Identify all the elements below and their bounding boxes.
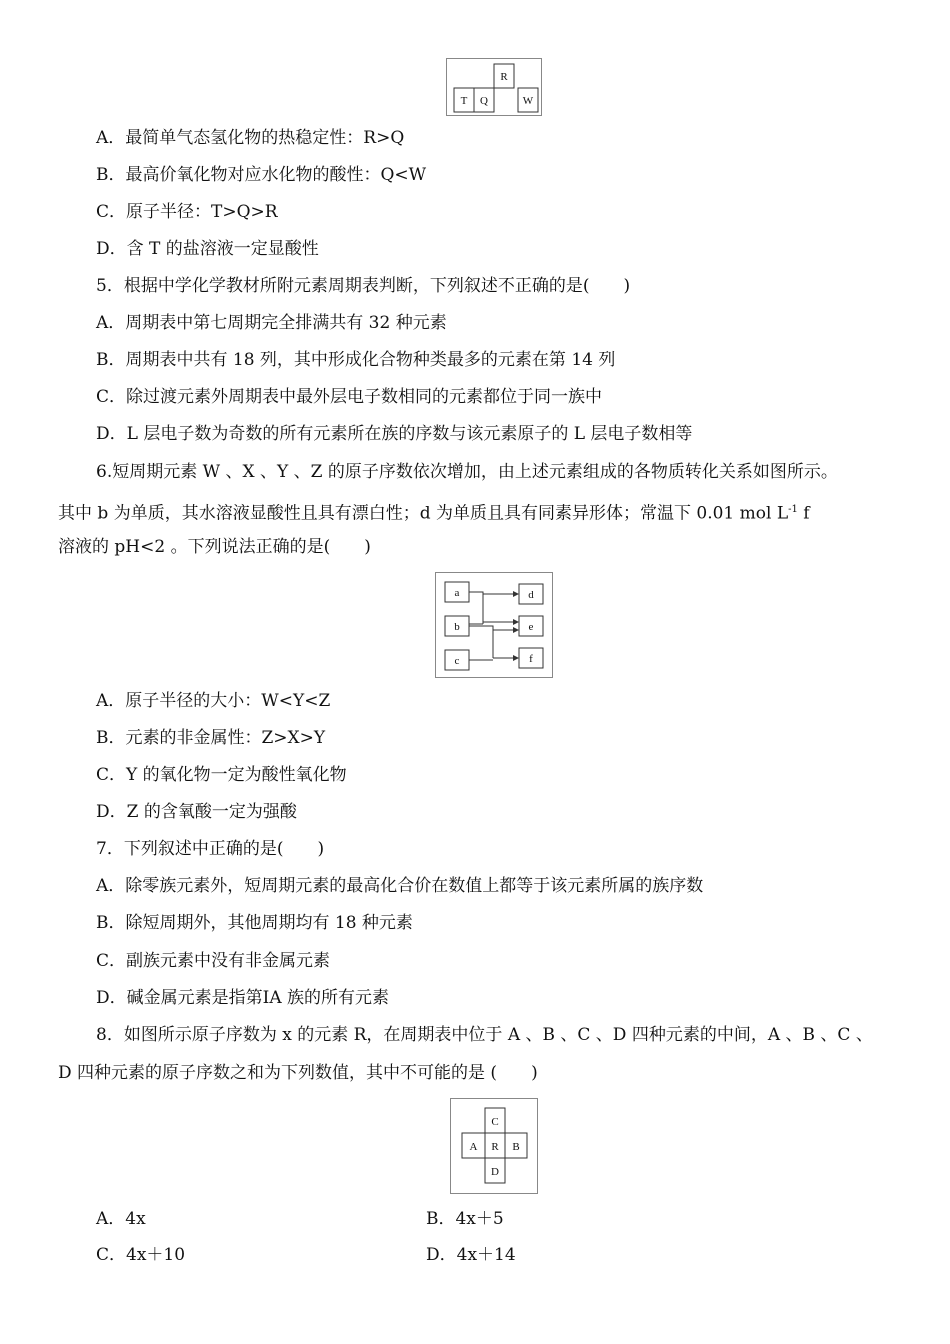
q5-option-a: A．周期表中第七周期完全排满共有 32 种元素: [96, 313, 447, 333]
q8-option-b: B．4x＋5: [426, 1209, 504, 1229]
q6-box-f: f: [529, 653, 533, 665]
q6-stem-line2-tail: f: [797, 503, 810, 524]
q7-option-d: D．碱金属元素是指第ⅠA 族的所有元素: [96, 988, 390, 1008]
q6-stem-line3: 溶液的 pH<2 。下列说法正确的是( ): [58, 537, 371, 557]
q6-box-b: b: [454, 621, 460, 633]
q8-cross-grid-figure: [450, 1098, 538, 1194]
q4-cell-q: Q: [480, 95, 488, 107]
q8-option-d: D．4x＋14: [426, 1245, 516, 1265]
q6-box-d: d: [528, 589, 534, 601]
q6-box-a: a: [454, 587, 460, 599]
q7-option-a: A．除零族元素外，短周期元素的最高化合价在数值上都等于该元素所属的族序数: [96, 876, 704, 896]
q4-option-a: A．最简单气态氢化物的热稳定性：R>Q: [96, 128, 405, 148]
q4-cell-r: R: [500, 71, 508, 83]
q4-cell-t: T: [460, 95, 468, 107]
q8-cell-c: C: [491, 1116, 499, 1128]
q6-stem-line2-text: 其中 b 为单质，其水溶液显酸性且具有漂白性；d 为单质且具有同素异形体；常温下 0.01 mol: [58, 503, 777, 524]
q4-option-b: B．最高价氧化物对应水化物的酸性：Q<W: [96, 165, 427, 185]
q5-option-c: C．除过渡元素外周期表中最外层电子数相同的元素都位于同一族中: [96, 387, 603, 407]
q5-stem: 5．根据中学化学教材所附元素周期表判断，下列叙述不正确的是( ): [96, 276, 631, 296]
q6-box-c: c: [454, 655, 460, 667]
q7-option-c: C．副族元素中没有非金属元素: [96, 951, 331, 971]
q8-cell-b: B: [512, 1141, 520, 1153]
q8-cell-r: R: [491, 1141, 499, 1153]
q6-conversion-diagram: [435, 572, 553, 678]
q4-option-c: C．原子半径：T>Q>R: [96, 202, 278, 222]
q4-option-d: D．含 T 的盐溶液一定显酸性: [96, 239, 319, 259]
q6-option-b: B．元素的非金属性：Z>X>Y: [96, 728, 326, 748]
q4-periodic-grid-figure: [446, 58, 542, 116]
q6-stem-line1: 6.短周期元素 W 、X 、Y 、Z 的原子序数依次增加，由上述元素组成的各物质转化关系如图所示。: [96, 462, 838, 482]
q8-option-c: C．4x＋10: [96, 1245, 186, 1265]
q6-option-a: A．原子半径的大小：W<Y<Z: [96, 691, 331, 711]
q6-option-c: C．Y 的氧化物一定为酸性氧化物: [96, 765, 347, 785]
q6-stem-superscript: -1: [788, 504, 798, 515]
q4-cell-w: W: [522, 95, 534, 107]
q5-option-b: B．周期表中共有 18 列，其中形成化合物种类最多的元素在第 14 列: [96, 350, 616, 370]
q7-stem: 7．下列叙述中正确的是( ): [96, 839, 325, 859]
q6-option-d: D．Z 的含氧酸一定为强酸: [96, 802, 297, 822]
q5-option-d: D．L 层电子数为奇数的所有元素所在族的序数与该元素原子的 L 层电子数相等: [96, 424, 693, 444]
q8-option-a: A．4x: [96, 1209, 146, 1229]
q6-stem-line2: [58, 499, 810, 525]
q8-cell-d: D: [491, 1166, 499, 1178]
q8-stem-line2: D 四种元素的原子序数之和为下列数值，其中不可能的是 ( ): [58, 1063, 538, 1083]
q8-cell-a: A: [469, 1141, 478, 1153]
q7-option-b: B．除短周期外，其他周期均有 18 种元素: [96, 913, 413, 933]
q6-stem-unit: L: [776, 503, 789, 524]
q8-stem-line1: 8．如图所示原子序数为 x 的元素 R，在周期表中位于 A 、B 、C 、D 四种元素的中间，A 、B 、C 、: [96, 1025, 873, 1045]
q6-box-e: e: [528, 621, 534, 633]
